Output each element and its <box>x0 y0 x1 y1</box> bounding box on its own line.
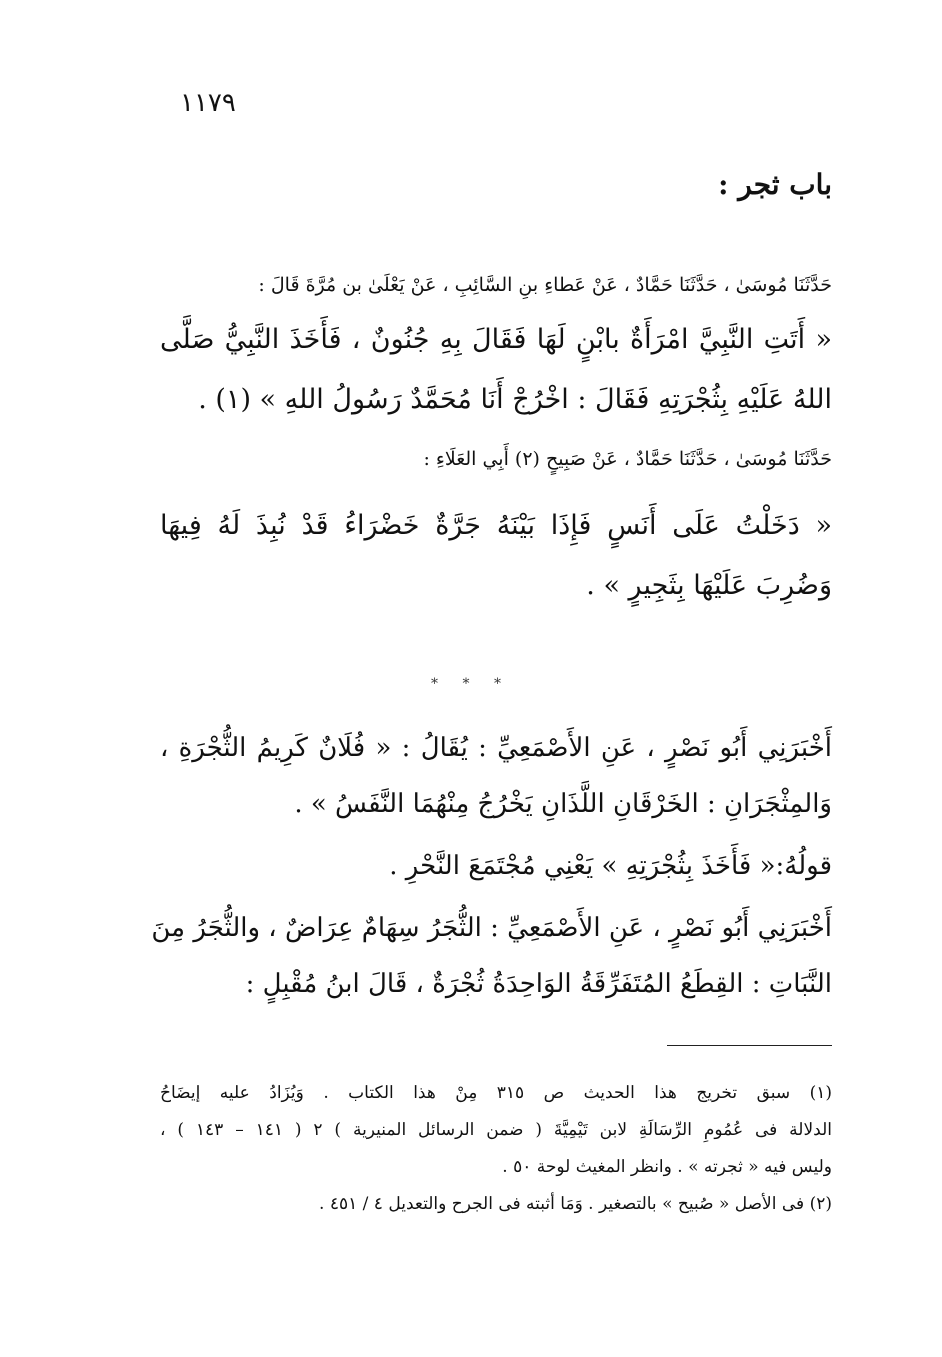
footnote-2: (٢) فى الأصل « صُبيح » بالتصغير . وَمَا أثبته فى الجرح والتعديل ٤ / ٤٥١ . <box>319 1194 832 1214</box>
section-separator: * * * <box>431 676 511 692</box>
paragraph-1-line-2: وَالمِثْجَرَانِ : الخَرْقَانِ اللَّذَانِ يَخْرُجُ مِنْهُمَا النَّفَسُ » . <box>294 789 832 819</box>
paragraph-1-line-1: أَخْبَرَنِي أَبُو نَصْرٍ ، عَنِ الأَصْمَعِيِّ : يُقَالُ : « فُلَانٌ كَرِيمُ الثُّجْرَةِ ، <box>160 733 832 763</box>
footnote-1-line-2: الدلالة فى عُمُومِ الرِّسَالَةِ لابن تَيْمِيَّةَ ( ضمن الرسائل المنيرية ) ٢ ( ١٤١ – ١٤٣ ) ، <box>160 1120 832 1140</box>
hadith-1-line-1: « أَتَتِ النَّبِيَّ امْرَأَةٌ بابْنٍ لَهَا فَقَالَ بِهِ جُنُونٌ ، فَأَخَذَ النَّبِيُّ صَلَّى <box>160 324 832 355</box>
hadith-1-line-2: اللهُ عَلَيْهِ بِثُجْرَتِهِ فَقَالَ : اخْرُجْ أَنَا مُحَمَّدٌ رَسُولُ اللهِ » (١) . <box>198 384 832 415</box>
isnad-2: حَدَّثَنَا مُوسَىٰ ، حَدَّثَنَا حَمَّادٌ ، عَنْ صَبِيحٍ (٢) أَبِي العَلَاءِ : <box>423 448 832 470</box>
paragraph-asmai-1 <box>160 720 832 832</box>
footnotes <box>160 1075 832 1223</box>
hadith-2-line-1: « دَخَلْتُ عَلَى أَنَسٍ فَإِذَا بَيْنَهُ جَرَّةٌ خَضْرَاءُ قَدْ نُبِذَ لَهُ فِيهَا <box>160 510 832 541</box>
chapter-title: باب ثجر : <box>718 168 832 201</box>
isnad-1: حَدَّثَنَا مُوسَىٰ ، حَدَّثَنَا حَمَّادٌ ، عَنْ عَطاءِ بنِ السَّائِبِ ، عَنْ يَعْلَىٰ بن مُرَّةَ قَالَ : <box>258 274 832 296</box>
paragraph-asmai-2 <box>151 900 832 1012</box>
paragraph-qawluhu <box>160 838 832 894</box>
footnote-divider <box>667 1045 832 1046</box>
page-number: ١١٧٩ <box>180 88 236 118</box>
hadith-text-2 <box>160 496 832 616</box>
footnote-1-line-3: وليس فيه « ثجرته » . وانظر المغيث لوحة ٥٠ . <box>502 1157 832 1177</box>
paragraph-3-line-2: النَّبَاتِ : القِطَعُ المُتَفَرِّقَةُ الوَاحِدَةُ ثُجْرَةٌ ، قَالَ ابنُ مُقْبِلٍ : <box>245 969 832 999</box>
paragraph-2-line-1: قولُهُ:« فَأَخَذَ بِثُجْرَتِهِ » يَعْنِي مُجْتَمَعَ النَّحْرِ . <box>389 851 832 881</box>
footnote-1-line-1: (١) سبق تخريج هذا الحديث ص ٣١٥ مِنْ هذا الكتاب . وَيُزَادُ عليه إيضَاحُ <box>160 1083 832 1103</box>
hadith-text-1 <box>160 310 832 430</box>
paragraph-3-line-1: أَخْبَرَنِي أَبُو نَصْرٍ ، عَنِ الأَصْمَعِيِّ : الثُّجَرُ سِهَامٌ عِرَاضٌ ، والثُّجَرُ مِنَ <box>151 913 832 943</box>
hadith-2-line-2: وَضُرِبَ عَلَيْهَا بِثَجِيرٍ » . <box>586 570 832 601</box>
